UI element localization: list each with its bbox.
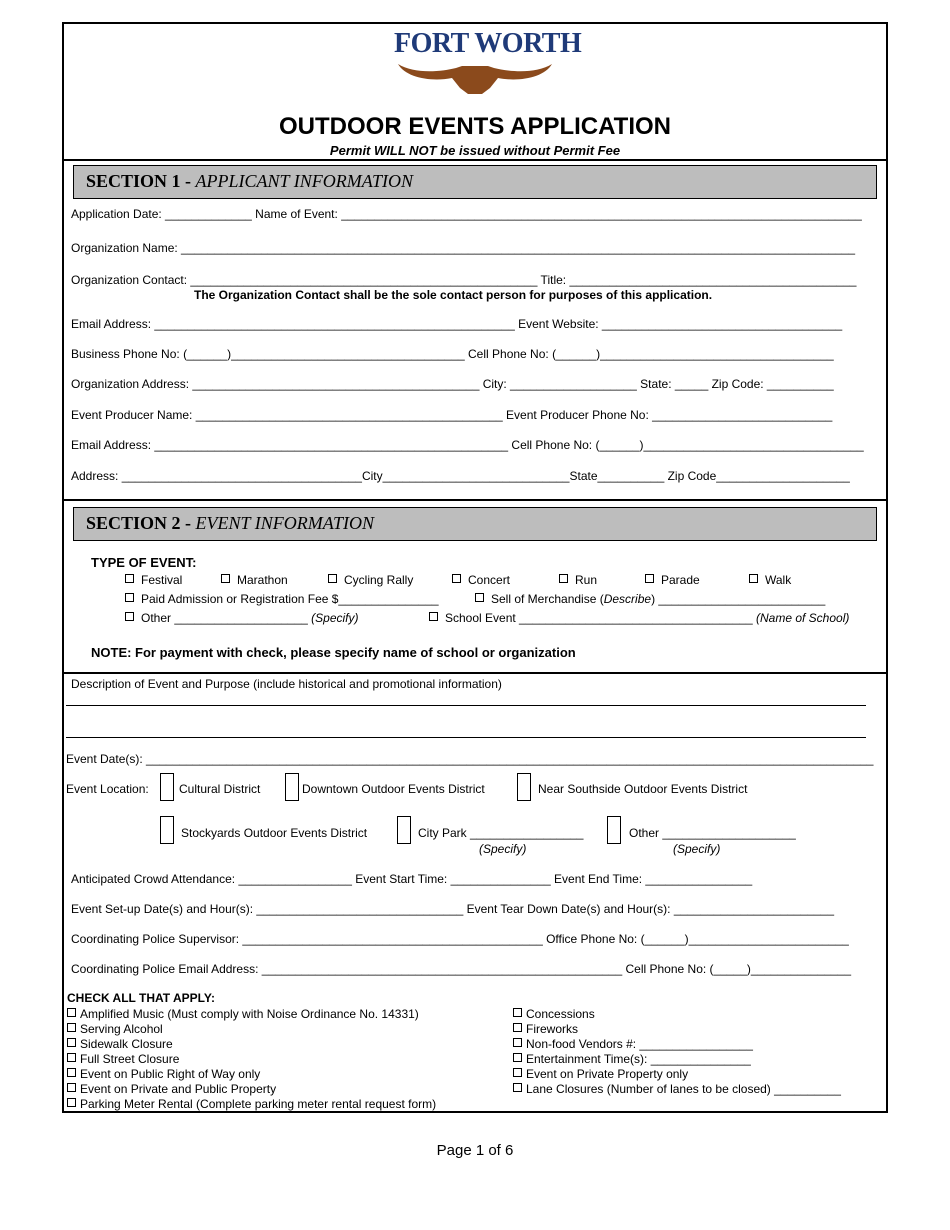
s1-row-email-website[interactable]: Email Address: ______________________________________________________ Event Website: ____________________________________: [71, 317, 843, 331]
checkbox[interactable]: [67, 1083, 76, 1092]
checkbox[interactable]: [429, 612, 438, 621]
s1-row-producer-email[interactable]: Email Address: _____________________________________________________ Cell Phone No: (______)_________________________________: [71, 438, 864, 452]
check-full-street-closure[interactable]: Full Street Closure: [67, 1052, 179, 1066]
checkbox[interactable]: [67, 1098, 76, 1107]
checkbox[interactable]: [221, 574, 230, 583]
check-public-row[interactable]: Event on Public Right of Way only: [67, 1067, 260, 1081]
checkbox[interactable]: [67, 1038, 76, 1047]
longhorn-icon: [394, 58, 556, 96]
checkbox[interactable]: [328, 574, 337, 583]
check-sidewalk-closure[interactable]: Sidewalk Closure: [67, 1037, 173, 1051]
section1-header: [73, 165, 877, 199]
checkbox[interactable]: [513, 1068, 522, 1077]
checkbox[interactable]: [513, 1008, 522, 1017]
type-other[interactable]: Other ____________________ (Specify): [125, 611, 359, 625]
checkbox[interactable]: [452, 574, 461, 583]
location-cultural: Cultural District: [179, 782, 261, 796]
check-concessions[interactable]: Concessions: [513, 1007, 595, 1021]
checkbox[interactable]: [513, 1038, 522, 1047]
type-cycling-rally[interactable]: Cycling Rally: [328, 573, 413, 587]
type-run[interactable]: Run: [559, 573, 597, 587]
checkbox[interactable]: [125, 593, 134, 602]
checkbox[interactable]: [67, 1023, 76, 1032]
crowd-times-row[interactable]: Anticipated Crowd Attendance: _________________ Event Start Time: _______________ Event End Time: ________________: [71, 872, 753, 886]
payment-note: NOTE: For payment with check, please specify name of school or organization: [91, 645, 576, 660]
note-divider: [62, 672, 888, 674]
description-label: Description of Event and Purpose (include historical and promotional information): [71, 677, 502, 691]
section1-title: APPLICANT INFORMATION: [195, 171, 414, 191]
checkbox[interactable]: [67, 1053, 76, 1062]
checkbox[interactable]: [513, 1023, 522, 1032]
checkbox[interactable]: [125, 574, 134, 583]
location-cultural-checkbox[interactable]: [160, 773, 174, 801]
location-city-park-checkbox[interactable]: [397, 816, 411, 844]
type-school-event[interactable]: School Event ___________________________________ (Name of School): [429, 611, 849, 625]
location-other[interactable]: Other ____________________: [629, 826, 796, 840]
event-dates-row[interactable]: Event Date(s): _____________________________________________________________________________________________________________: [66, 752, 874, 766]
check-entertainment-times[interactable]: Entertainment Time(s): _______________: [513, 1052, 751, 1066]
page-number: Page 1 of 6: [436, 1142, 514, 1159]
check-amplified-music[interactable]: Amplified Music (Must comply with Noise Ordinance No. 14331): [67, 1007, 419, 1021]
page-title: OUTDOOR EVENTS APPLICATION: [278, 113, 671, 140]
s1-row-organization-contact[interactable]: Organization Contact: ____________________________________________________ Title: ___________________________________________: [71, 273, 857, 287]
logo-text: FORT WORTH: [394, 28, 582, 59]
police-supervisor-row[interactable]: Coordinating Police Supervisor: _____________________________________________ Office Phone No: (______)________________________: [71, 932, 849, 946]
checkbox[interactable]: [749, 574, 758, 583]
s1-row-application-date[interactable]: Application Date: _____________ Name of Event: ______________________________________________________________________________: [71, 207, 862, 221]
type-parade[interactable]: Parade: [645, 573, 700, 587]
section2-label: SECTION 2 -: [86, 513, 196, 533]
check-private-only[interactable]: Event on Private Property only: [513, 1067, 688, 1081]
s1-row-organization-name[interactable]: Organization Name: _____________________________________________________________________________________________________: [71, 241, 856, 255]
checkbox[interactable]: [513, 1083, 522, 1092]
type-merchandise[interactable]: Sell of Merchandise (Describe) _________________________: [475, 592, 825, 606]
setup-teardown-row[interactable]: Event Set-up Date(s) and Hour(s): _______________________________ Event Tear Down Date(s) and Hour(s): ________________________: [71, 902, 834, 916]
section2-header: [73, 507, 877, 541]
contact-note: The Organization Contact shall be the sole contact person for purposes of this application.: [194, 288, 713, 302]
fort-worth-logo: [394, 26, 582, 100]
location-downtown-checkbox[interactable]: [285, 773, 299, 801]
check-private-public[interactable]: Event on Private and Public Property: [67, 1082, 276, 1096]
type-of-event-label: TYPE OF EVENT:: [91, 555, 197, 570]
location-other-checkbox[interactable]: [607, 816, 621, 844]
description-line-1[interactable]: [66, 705, 866, 706]
location-stockyards-checkbox[interactable]: [160, 816, 174, 844]
location-near-southside: Near Southside Outdoor Events District: [538, 782, 748, 796]
other-specify: (Specify): [673, 842, 721, 856]
description-line-2[interactable]: [66, 737, 866, 738]
s1-row-phones[interactable]: Business Phone No: (______)___________________________________ Cell Phone No: (______)___________________________________: [71, 347, 834, 361]
police-email-row[interactable]: Coordinating Police Email Address: ______________________________________________________ Cell Phone No: (_____)_______________: [71, 962, 851, 976]
check-non-food-vendors[interactable]: Non-food Vendors #: _________________: [513, 1037, 753, 1051]
check-all-label: CHECK ALL THAT APPLY:: [67, 991, 216, 1005]
section2-title: EVENT INFORMATION: [195, 513, 375, 533]
checkbox[interactable]: [513, 1053, 522, 1062]
check-parking-meter[interactable]: Parking Meter Rental (Complete parking meter rental request form): [67, 1097, 436, 1111]
location-stockyards: Stockyards Outdoor Events District: [181, 826, 368, 840]
type-festival[interactable]: Festival: [125, 573, 182, 587]
check-lane-closures[interactable]: Lane Closures (Number of lanes to be closed) __________: [513, 1082, 841, 1096]
checkbox[interactable]: [67, 1008, 76, 1017]
event-location-label: Event Location:: [66, 782, 149, 796]
checkbox[interactable]: [125, 612, 134, 621]
type-marathon[interactable]: Marathon: [221, 573, 288, 587]
checkbox[interactable]: [67, 1068, 76, 1077]
s1-row-producer[interactable]: Event Producer Name: ______________________________________________ Event Producer Phone No: ___________________________: [71, 408, 833, 422]
s1-row-address[interactable]: Address: ____________________________________City____________________________State__________ Zip Code____________________: [71, 469, 850, 483]
checkbox[interactable]: [559, 574, 568, 583]
type-paid-admission[interactable]: Paid Admission or Registration Fee $_______________: [125, 592, 439, 606]
type-concert[interactable]: Concert: [452, 573, 510, 587]
checkbox[interactable]: [645, 574, 654, 583]
location-downtown: Downtown Outdoor Events District: [302, 782, 485, 796]
page-subtitle: Permit WILL NOT be issued without Permit Fee: [329, 143, 621, 158]
check-fireworks[interactable]: Fireworks: [513, 1022, 578, 1036]
check-serving-alcohol[interactable]: Serving Alcohol: [67, 1022, 163, 1036]
section1-label: SECTION 1 -: [86, 171, 196, 191]
s1-row-org-address[interactable]: Organization Address: ___________________________________________ City: ___________________ State: _____ Zip Code: __________: [71, 377, 834, 391]
section1-divider: [62, 499, 888, 501]
location-near-southside-checkbox[interactable]: [517, 773, 531, 801]
type-walk[interactable]: Walk: [749, 573, 791, 587]
location-city-park[interactable]: City Park _________________: [418, 826, 584, 840]
header-divider: [62, 159, 888, 161]
checkbox[interactable]: [475, 593, 484, 602]
city-park-specify: (Specify): [479, 842, 527, 856]
